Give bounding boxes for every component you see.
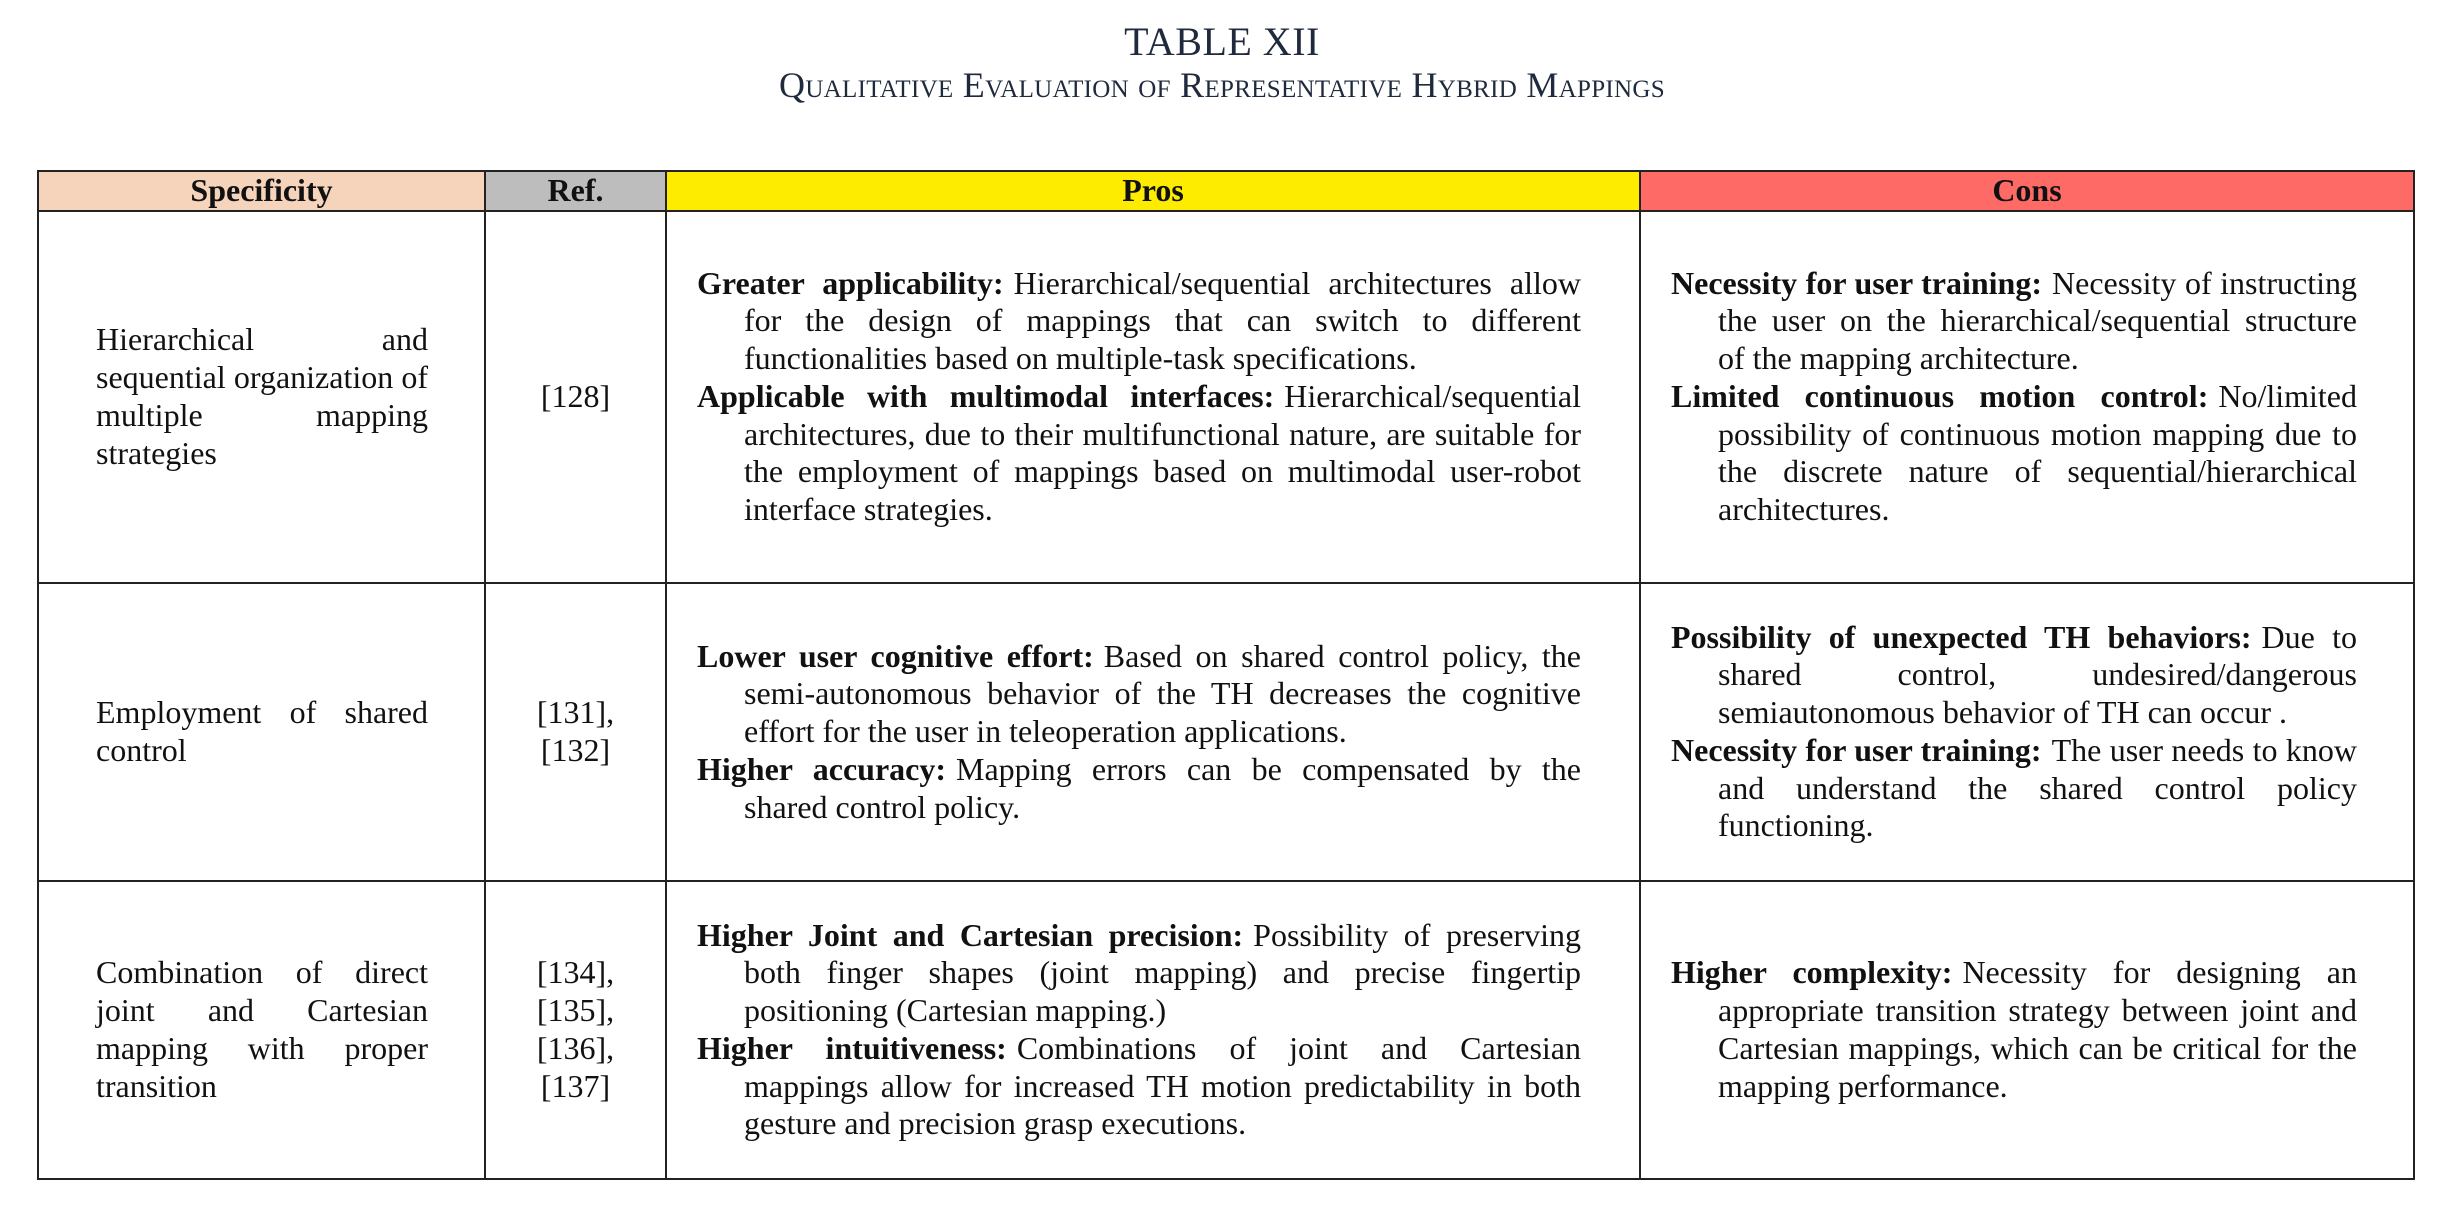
pros-cell xyxy=(666,211,1640,583)
ref-link[interactable]: [132] xyxy=(540,731,611,768)
cons-cell xyxy=(1640,583,2414,881)
con-text: Necessity for designing an appropriate transition strategy between joint and Cartesian mappings, which can be critical for the mapping performance. xyxy=(1718,954,2358,1104)
con-text: The user needs to know and understand the shared control policy functioning. xyxy=(1718,731,2358,844)
pro-title: Lower user cognitive effort: xyxy=(697,637,1094,674)
ref-cell xyxy=(485,211,666,583)
con-title: Necessity for user training: xyxy=(1671,264,2043,301)
con-item xyxy=(1671,378,2357,529)
pro-title: Higher Joint and Cartesian precision: xyxy=(697,916,1244,953)
pro-item xyxy=(697,638,1581,751)
table-subtitle: Qualitative Evaluation of Representative Hybrid Mappings xyxy=(779,65,1665,105)
ref-link[interactable]: [136], xyxy=(536,1029,615,1066)
con-text: No/limited possibility of continuous motion mapping due to the discrete nature of sequential/hierarchical architectures. xyxy=(1718,377,2357,528)
specificity-cell: Combination of direct joint and Cartesian mapping with proper transition xyxy=(38,881,485,1179)
con-text: Necessity of instructing the user on the hierarchical/sequential structure of the mapping architecture. xyxy=(1718,264,2358,377)
pro-title: Higher intuitiveness: xyxy=(697,1029,1007,1066)
con-item xyxy=(1671,954,2357,1105)
table-row xyxy=(38,211,2414,583)
con-title: Possibility of unexpected TH behaviors: xyxy=(1671,618,2252,655)
pro-text: Combinations of joint and Cartesian mappings allow for increased TH motion predictability in both gesture and precision grasp executions. xyxy=(744,1029,1581,1142)
pro-text: Hierarchical/sequential architectures, due to their multifunctional nature, are suitable for the employment of mappings based on multimodal user-robot interface strategies. xyxy=(744,377,1581,528)
pro-title: Applicable with multimodal interfaces: xyxy=(697,377,1275,414)
pro-title: Greater applicability: xyxy=(697,264,1004,301)
cons-cell xyxy=(1640,881,2414,1179)
ref-link[interactable]: [135], xyxy=(536,992,615,1029)
ref-cell xyxy=(485,583,666,881)
pro-item xyxy=(697,378,1581,529)
pro-item xyxy=(697,265,1581,378)
pro-item xyxy=(697,1030,1581,1143)
pros-cell xyxy=(666,583,1640,881)
ref-link[interactable]: [128] xyxy=(540,377,611,414)
cons-cell xyxy=(1640,211,2414,583)
con-title: Limited continuous motion control: xyxy=(1671,377,2209,414)
table-title: TABLE XII xyxy=(1124,19,1320,64)
ref-link[interactable]: [134], xyxy=(536,954,615,991)
pro-text: Hierarchical/sequential architectures allow for the design of mappings that can switch to different functionalities based on multiple-task specifications. xyxy=(744,264,1582,377)
ref-cell xyxy=(485,881,666,1179)
con-text: Due to shared control, undesired/dangerous semiautonomous behavior of TH can occur . xyxy=(1718,618,2358,731)
ref-link[interactable]: [131], xyxy=(536,694,615,731)
con-item xyxy=(1671,265,2357,378)
pro-text: Mapping errors can be compensated by the shared control policy. xyxy=(744,750,1581,825)
pro-item xyxy=(697,917,1581,1030)
ref-link[interactable]: [137] xyxy=(540,1067,611,1104)
hybrid-mappings-table xyxy=(37,170,2415,1180)
header-cons: Cons xyxy=(1640,171,2414,211)
con-item xyxy=(1671,732,2357,845)
table-header-row xyxy=(38,171,2414,211)
specificity-cell: Hierarchical and sequential organization of multiple mapping strategies xyxy=(38,211,485,583)
con-title: Higher complexity: xyxy=(1671,954,1953,991)
specificity-cell: Employment of shared control xyxy=(38,583,485,881)
header-ref: Ref. xyxy=(485,171,666,211)
pro-text: Possibility of preserving both finger shapes (joint mapping) and precise fingertip positioning (Cartesian mapping.) xyxy=(744,916,1581,1029)
table-row xyxy=(38,583,2414,881)
pro-text: Based on shared control policy, the semi-autonomous behavior of the TH decreases the cognitive effort for the user in teleoperation applications. xyxy=(744,637,1582,749)
con-item xyxy=(1671,619,2357,732)
pros-cell xyxy=(666,881,1640,1179)
con-title: Necessity for user training: xyxy=(1671,731,2042,768)
pro-item xyxy=(697,751,1581,827)
table-row xyxy=(38,881,2414,1179)
pro-title: Higher accuracy: xyxy=(697,750,947,787)
header-pros: Pros xyxy=(666,171,1640,211)
header-specificity: Specificity xyxy=(38,171,485,211)
